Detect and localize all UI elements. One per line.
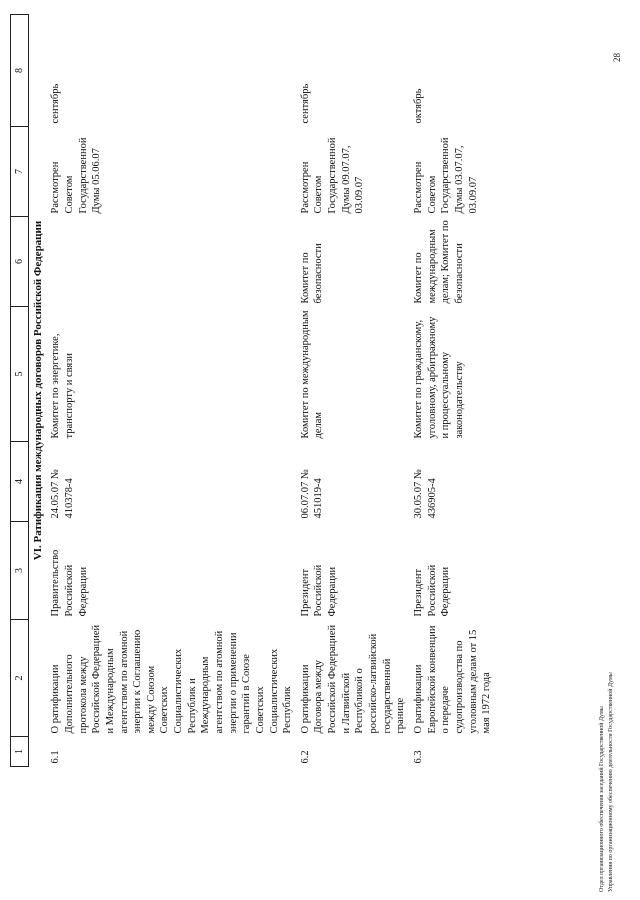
status: Рассмотрен Советом Государственной Думы 05.06.07 (50, 137, 103, 214)
initiator: Президент Российской Федерации (412, 564, 452, 617)
column-number: 7 (11, 127, 29, 217)
table-row (47, 15, 297, 767)
footer-line: Управления по организационному обеспечению деятельности Государственной Думы (607, 672, 614, 892)
column-number: 4 (11, 442, 29, 522)
footer-line: Отдел организационного обеспечения заседаний Государственной Думы (599, 706, 605, 892)
row-number: 6.3 (412, 750, 424, 764)
table-row (410, 15, 496, 767)
bill-title: О ратификации Европейской конвенции о передаче судопроизводства по уголовным делам от 15 мая 1972 года (412, 625, 493, 734)
column-number: 3 (11, 522, 29, 620)
page-number: 28 (612, 53, 622, 62)
registration-date: 30.05.07 № 436905-4 (412, 469, 438, 519)
registration-date: 06.07.07 № 451019-4 (299, 469, 325, 519)
column-number-row (11, 15, 29, 767)
column-number: 5 (11, 307, 29, 442)
status: Рассмотрен Советом Государственной Думы 09.07.07, 03.09.07 (299, 137, 366, 214)
planned-month: сентябрь (50, 83, 62, 124)
co-committee: Комитет по международным делам; Комитет по безопасности (412, 220, 465, 304)
co-committee: Комитет по безопасности (299, 243, 325, 304)
legislation-table (10, 14, 496, 767)
planned-month: октябрь (412, 88, 424, 124)
bill-title: О ратификации Дополнительного протокола между Российской Федерацией и Международным агентством по атомной энергии к Соглашению между Союзом Советских Социалистических Республик и Международным агентством по атомной энергии о применении гарантий в Союзе Советских Социалистических Республик (50, 624, 294, 734)
section-title: VI. Ратификация международных договоров Российской Федерации (32, 220, 44, 561)
responsible-committee: Комитет по международным делам (299, 310, 325, 439)
table-row (297, 15, 410, 767)
footer-note (598, 672, 615, 892)
registration-date: 24.05.07 № 410378-4 (50, 469, 75, 519)
initiator: Президент Российской Федерации (299, 564, 339, 617)
row-number: 6.1 (50, 750, 62, 764)
row-number: 6.2 (299, 750, 311, 764)
column-number: 6 (11, 217, 29, 307)
bill-title: О ратификации Договора между Российской Федерацией и Латвийской Республикой о российско-латвийской государственной границе (299, 624, 407, 734)
column-number: 1 (11, 737, 29, 767)
column-number: 8 (11, 15, 29, 127)
initiator: Правительство Российской Федерации (50, 549, 89, 617)
column-number: 2 (11, 620, 29, 737)
responsible-committee: Комитет по энергетике, транспорту и связи (50, 333, 75, 439)
co-committee (47, 217, 297, 307)
section-title-row (29, 15, 48, 767)
planned-month: сентябрь (299, 83, 311, 124)
responsible-committee: Комитет по гражданскому, уголовному, арбитражному и процессуальному законодательству (412, 316, 465, 439)
status: Рассмотрен Советом Государственной Думы 03.07.07, 03.09.07 (412, 137, 479, 214)
